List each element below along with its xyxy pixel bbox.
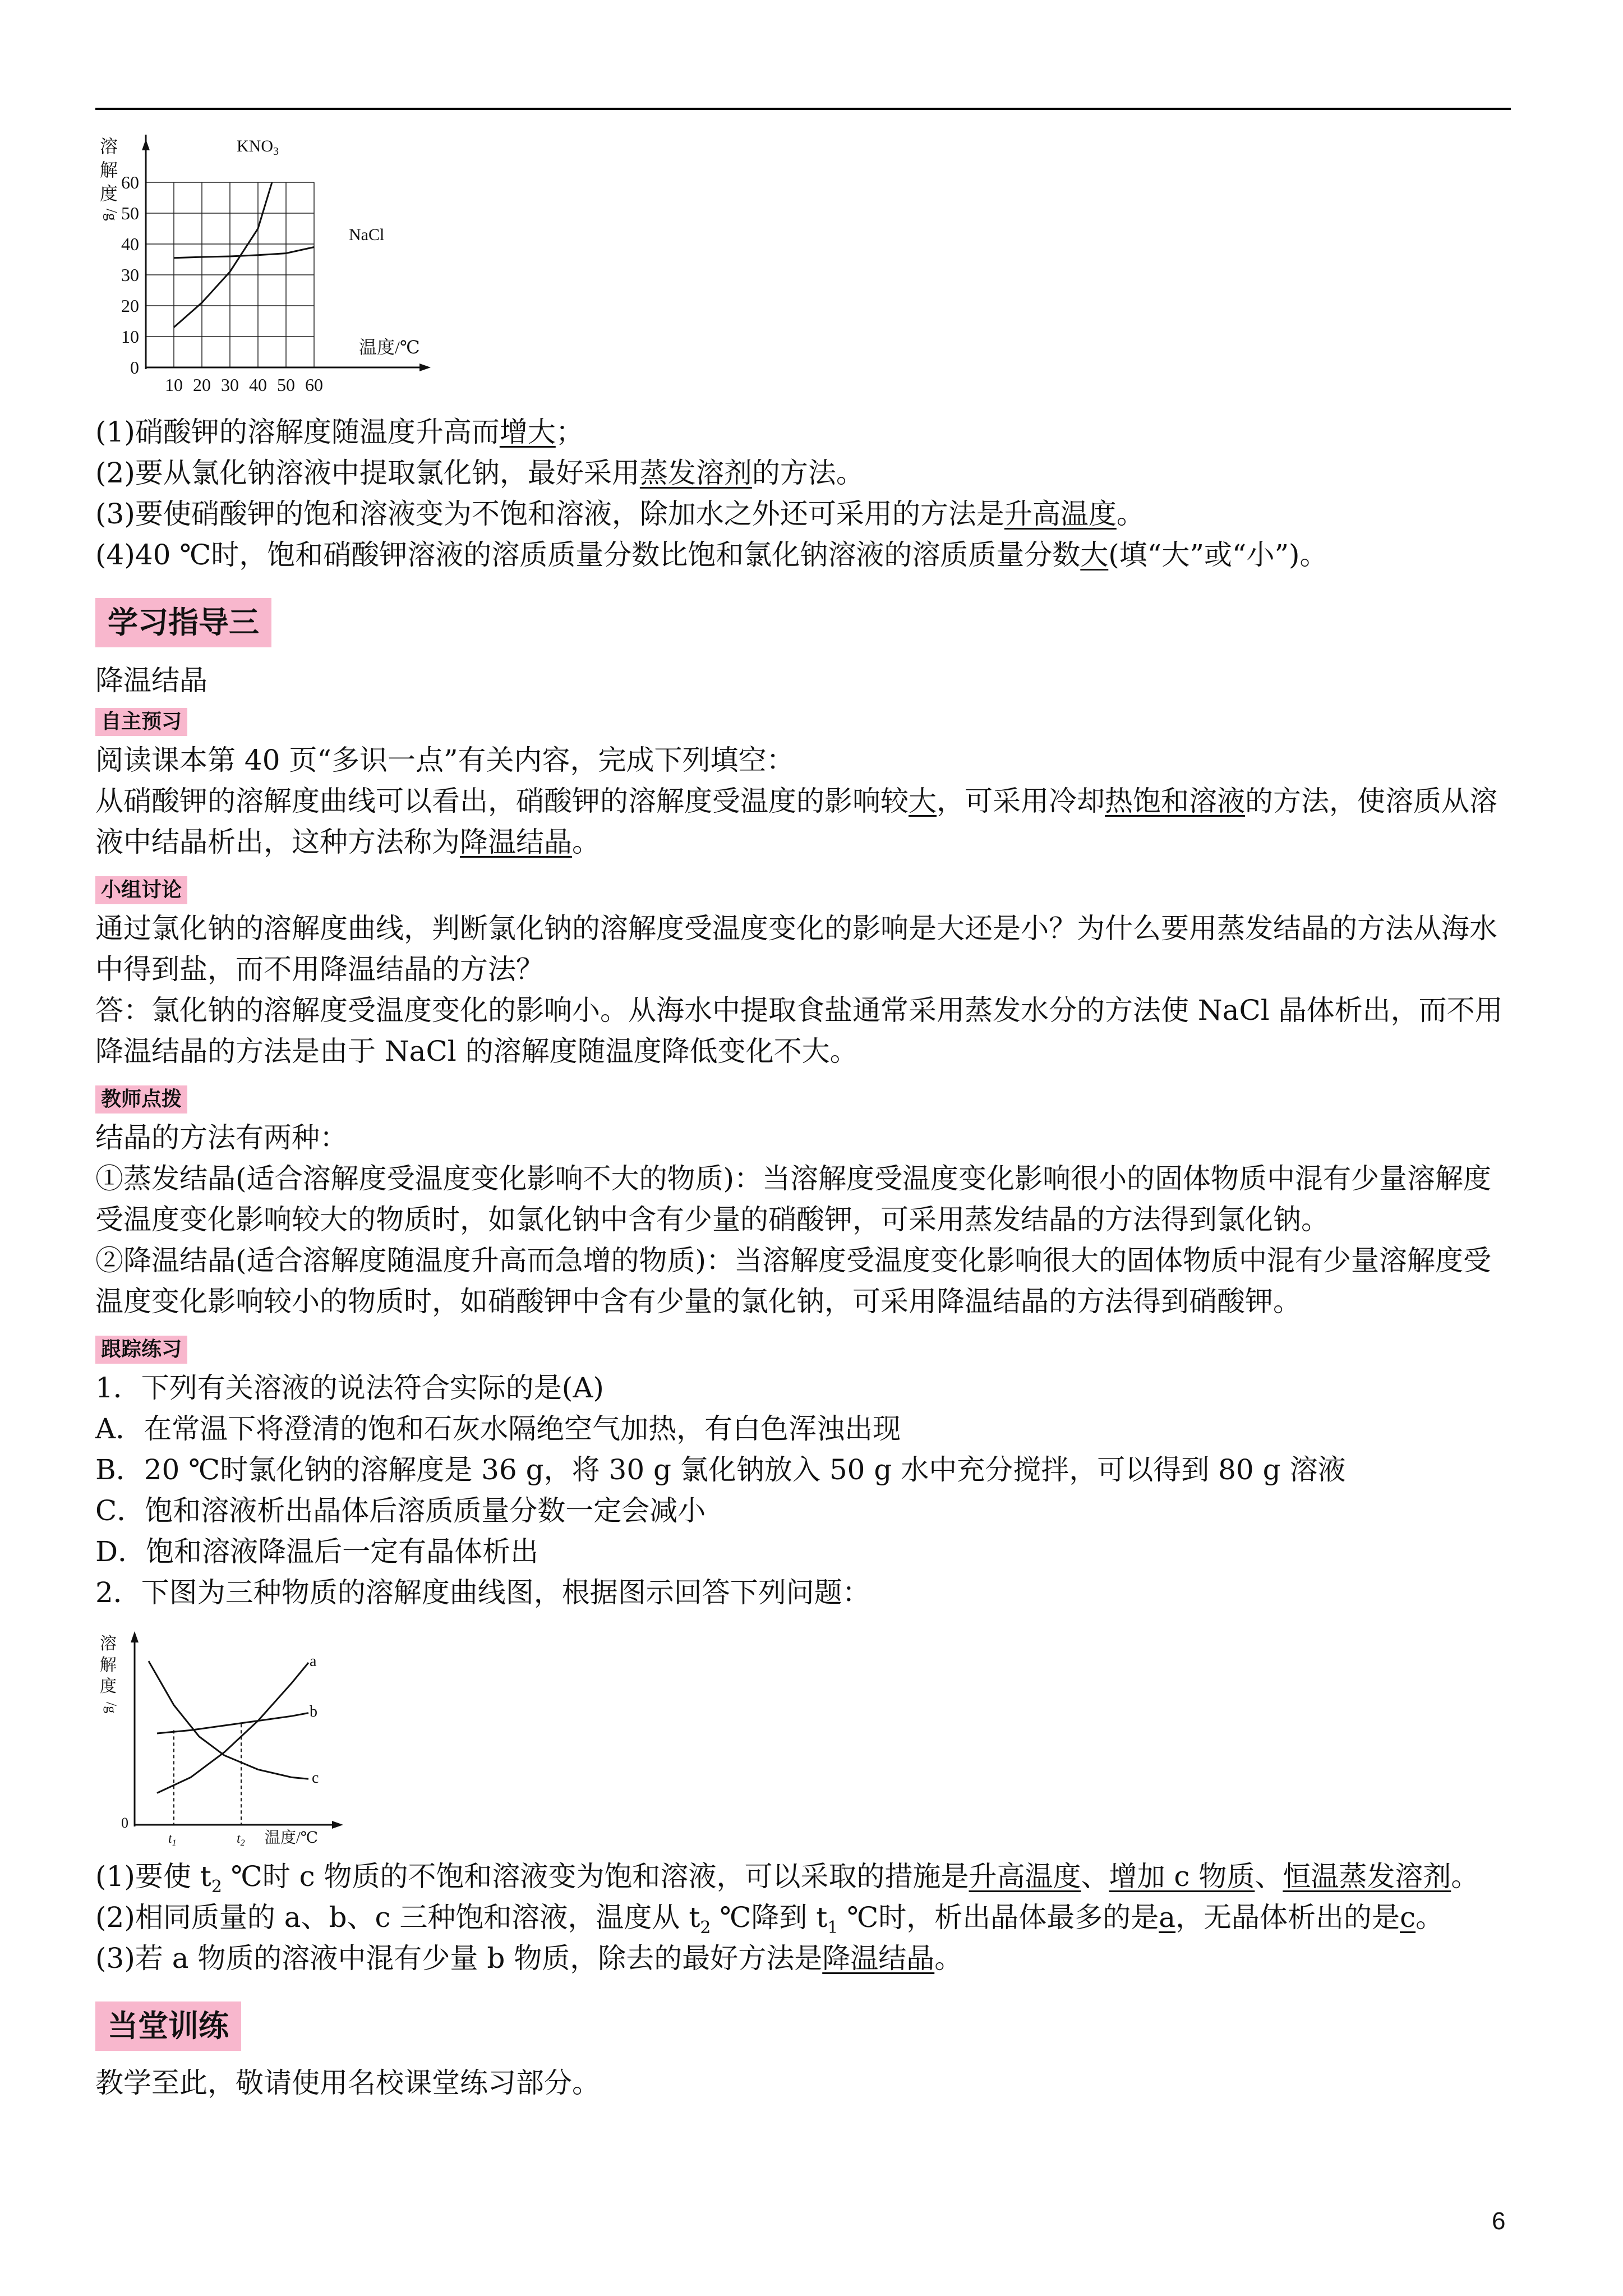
tag-follow-practice: 跟踪练习: [95, 1336, 187, 1364]
exercise-1-option-b: B．20 ℃时氯化钠的溶解度是 36 g，将 30 g 氯化钠放入 50 g 水中充分搅拌，可以得到 80 g 溶液: [95, 1453, 1346, 1486]
label-c: c: [312, 1769, 319, 1787]
exercise-1-option-c: C．饱和溶液析出晶体后溶质质量分数一定会减小: [95, 1494, 706, 1527]
teacher-4: 温度变化影响较小的物质时，如硝酸钾中含有少量的氯化钠，可采用降温结晶的方法得到硝酸钾。: [95, 1285, 1301, 1318]
chart1-ylabel-4: /g: [103, 209, 120, 221]
section-title-class-training: 当堂训练: [95, 2001, 241, 2051]
exercise-1: 1．下列有关溶液的说法符合实际的是(A): [95, 1372, 604, 1404]
chart2-xlabel: 温度/℃: [265, 1829, 319, 1846]
q1-2: (2)要从氯化钠溶液中提取氯化钠，最好采用蒸发溶剂的方法。: [95, 457, 864, 489]
chart2-t1-label: $t_1$: [168, 1832, 177, 1846]
discussion-1: 通过氯化钠的溶解度曲线，判断氯化钠的溶解度受温度变化的影响是大还是小？为什么要用蒸发结晶的方法从海水: [95, 912, 1497, 945]
kno3-label: $KNO_3$: [237, 137, 279, 158]
section3-topic: 降温结晶: [95, 664, 208, 697]
teacher-0: 结晶的方法有两种：: [95, 1121, 348, 1154]
solubility-chart-kno3-nacl: [90, 135, 437, 398]
chart1-ytick: 30: [121, 265, 139, 285]
q1-4: (4)40 ℃时，饱和硝酸钾溶液的溶质质量分数比饱和氯化钠溶液的溶质质量分数大(填“大”或“小”)。: [95, 539, 1328, 571]
preview-para-1: 从硝酸钾的溶解度曲线可以看出，硝酸钾的溶解度受温度的影响较大，可采用冷却热饱和溶液的方法，使溶质从溶: [95, 785, 1497, 817]
chart2-y-arrow: [131, 1631, 139, 1642]
chart2-ylabel-4: /g: [103, 1702, 119, 1714]
page-number: 6: [1492, 2207, 1506, 2235]
exercise-1-option-d: D．饱和溶液降温后一定有晶体析出: [95, 1535, 539, 1568]
chart2-origin: 0: [121, 1815, 128, 1831]
class-training-text: 教学至此，敬请使用名校课堂练习部分。: [95, 2067, 600, 2099]
teacher-3: ②降温结晶(适合溶解度随温度升高而急增的物质)：当溶解度受温度变化影响很大的固体物质中混有少量溶解度受: [95, 1244, 1492, 1277]
tag-group-discussion: 小组讨论: [95, 876, 187, 904]
curve-c: [149, 1661, 308, 1779]
read-instruction: 阅读课本第 40 页“多识一点”有关内容，完成下列填空：: [95, 744, 795, 776]
chart1-grid: [146, 182, 314, 367]
chart1-xtick: 30: [221, 375, 239, 395]
q2-1: (1)要使 $t_2$ ℃时 c 物质的不饱和溶液变为饱和溶液，可以采取的措施是升高温度、增加 c 物质、恒温蒸发溶剂。: [95, 1860, 1479, 1897]
tag-self-preview: 自主预习: [95, 708, 187, 736]
q1-3: (3)要使硝酸钾的饱和溶液变为不饱和溶液，除加水之外还可采用的方法是升高温度。: [95, 498, 1145, 530]
curve-a: [157, 1663, 308, 1793]
chart2-ylabel-3: 度: [100, 1677, 117, 1696]
chart1-ytick: 50: [121, 203, 139, 223]
q2-3: (3)若 a 物质的溶液中混有少量 b 物质，除去的最好方法是降温结晶。: [95, 1942, 963, 1975]
answer-1: 答：氯化钠的溶解度受温度变化的影响小。从海水中提取食盐通常采用蒸发水分的方法使 NaCl 晶体析出，而不用: [95, 994, 1503, 1027]
chart2-ylabel-1: 溶: [100, 1635, 117, 1653]
label-b: b: [310, 1703, 317, 1720]
chart1-xlabel: 温度/℃: [359, 337, 420, 357]
chart1-ytick: 10: [121, 326, 139, 347]
chart1-ylabel-3: 度: [100, 183, 118, 204]
label-a: a: [310, 1653, 317, 1670]
q1-1: (1)硝酸钾的溶解度随温度升高而增大；: [95, 416, 584, 448]
nacl-label: NaCl: [349, 226, 385, 244]
chart1-y-arrow: [142, 139, 150, 150]
tag-teacher-tips: 教师点拨: [95, 1085, 187, 1114]
chart2-ylabel-2: 解: [100, 1656, 117, 1674]
q2-2: (2)相同质量的 a、b、c 三种饱和溶液，温度从 $t_2$ ℃降到 $t_1$ ℃时，析出晶体最多的是a，无晶体析出的是c。: [95, 1901, 1444, 1938]
chart1-x-arrow: [419, 364, 431, 371]
chart1-xtick: 40: [249, 375, 267, 395]
answer-2: 降温结晶的方法是由于 NaCl 的溶解度随温度降低变化不大。: [95, 1035, 858, 1068]
chart1-ytick: 40: [121, 234, 139, 254]
chart1-ytick: 0: [130, 357, 139, 378]
teacher-2: 受温度变化影响较大的物质时，如氯化钠中含有少量的硝酸钾，可采用蒸发结晶的方法得到氯化钠。: [95, 1203, 1329, 1236]
chart1-xtick: 60: [305, 375, 323, 395]
preview-para-2: 液中结晶析出，这种方法称为降温结晶。: [95, 826, 600, 858]
solubility-chart-abc: [90, 1627, 353, 1846]
exercise-2: 2．下图为三种物质的溶解度曲线图，根据图示回答下列问题：: [95, 1576, 870, 1609]
chart1-ytick: 60: [121, 172, 139, 192]
section-title-guide-3: 学习指导三: [95, 598, 271, 647]
curve-b: [157, 1713, 308, 1733]
chart2-x-arrow: [332, 1821, 343, 1829]
chart1-ylabel-2: 解: [100, 160, 118, 180]
header-rule: [95, 108, 1511, 110]
discussion-2: 中得到盐，而不用降温结晶的方法？: [95, 953, 544, 986]
chart1-xtick: 10: [165, 375, 183, 395]
chart1-ytick: 20: [121, 296, 139, 316]
chart2-t2-label: $t_2$: [237, 1832, 245, 1846]
chart1-ylabel-1: 溶: [100, 136, 118, 157]
teacher-1: ①蒸发结晶(适合溶解度受温度变化影响不大的物质)：当溶解度受温度变化影响很小的固体物质中混有少量溶解度: [95, 1162, 1492, 1195]
chart1-xtick: 50: [277, 375, 295, 395]
exercise-1-option-a: A．在常温下将澄清的饱和石灰水隔绝空气加热，有白色浑浊出现: [95, 1412, 901, 1445]
chart1-xtick: 20: [193, 375, 211, 395]
